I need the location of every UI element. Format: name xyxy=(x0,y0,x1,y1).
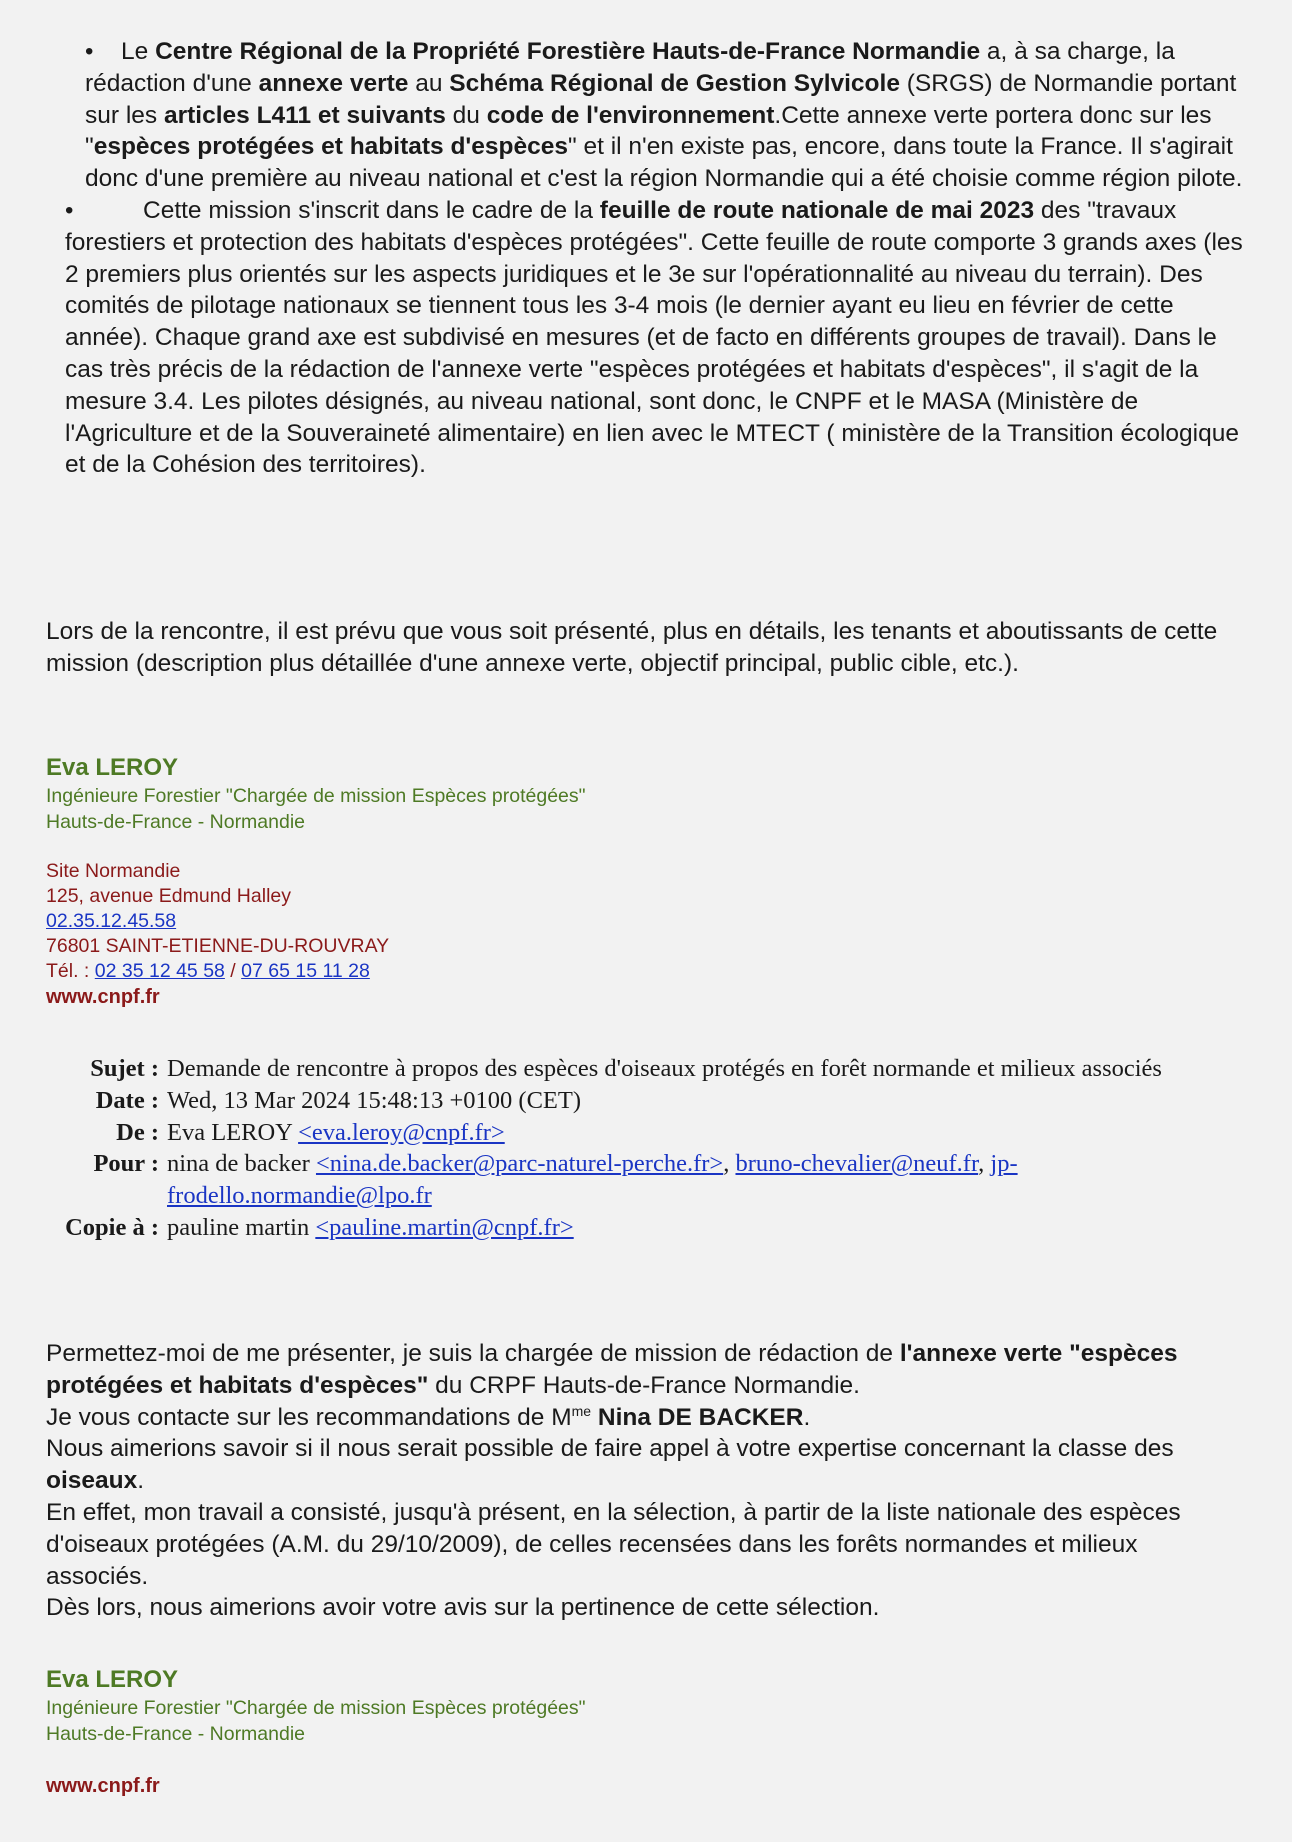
tel-link-2[interactable]: 07 65 15 11 28 xyxy=(241,960,370,982)
signature-name: Eva LEROY xyxy=(46,1666,179,1693)
signature-name: Eva LEROY xyxy=(46,754,179,781)
email-link[interactable]: bruno-chevalier@neuf.fr xyxy=(735,1150,979,1178)
header-to xyxy=(40,1148,1207,1212)
bullet-item-crpf xyxy=(85,36,1246,195)
header-label: Sujet : xyxy=(90,1055,159,1082)
signature-block-2 xyxy=(46,1665,586,1799)
email-headers xyxy=(40,1053,1207,1244)
signature-title: Ingénieure Forestier "Chargée de mission Espèces protégées" xyxy=(46,785,586,807)
header-value: pauline martin <pauline.martin@cnpf.fr> xyxy=(167,1213,574,1241)
message-line: Permettez-moi de me présenter, je suis la chargée de mission de rédaction de l'annexe verte "espèces protégées et habitats d'espèces" du CRPF Hauts-de-France Normandie. xyxy=(46,1340,1178,1399)
bullet-text: Cette mission s'inscrit dans le cadre de la feuille de route nationale de mai 2023 des "travaux forestiers et protection des habitats d'espèces protégées". Cette feuille de route comporte 3 grands axes (les 2 premiers plus orientés sur les aspects juridiques et le 3e sur l'opérationnalité au niveau du terrain). Des comités de pilotage nationaux se tiennent tous les 3-4 mois (le dernier ayant eu lieu en février de cette année). Chaque grand axe est subdivisé en mesures (et de facto en différents groupes de travail). Dans le cas très précis de la rédaction de l'annexe verte "espèces protégées et habitats d'espèces", il s'agit de la mesure 3.4. Les pilotes désignés, au niveau national, sont donc, le CNPF et le MASA (Ministère de l'Agriculture et de la Souveraineté alimentaire) en lien avec le MTECT ( ministère de la Transition écologique et de la Cohésion des territoires). xyxy=(65,196,1243,479)
signature-city: 76801 SAINT-ETIENNE-DU-ROUVRAY xyxy=(46,935,390,957)
header-value: Wed, 13 Mar 2024 15:48:13 +0100 (CET) xyxy=(167,1086,581,1114)
message-line: Nous aimerions savoir si il nous serait possible de faire appel à votre expertise concernant la classe des oiseaux. xyxy=(46,1435,1174,1495)
phone-link[interactable]: 02.35.12.45.58 xyxy=(46,910,177,932)
header-label: Date : xyxy=(95,1086,159,1114)
tel-link-1[interactable]: 02 35 12 45 58 xyxy=(94,960,225,982)
header-from xyxy=(40,1117,1207,1149)
signature-block xyxy=(46,753,586,1010)
header-cc xyxy=(40,1212,1207,1244)
signature-title: Ingénieure Forestier "Chargée de mission Espèces protégées" xyxy=(46,1697,586,1719)
website-link[interactable]: www.cnpf.fr xyxy=(46,986,160,1008)
rencontre-paragraph: Lors de la rencontre, il est prévu que vous soit présenté, plus en détails, les tenants et aboutissants de cette mission (description plus détaillée d'une annexe verte, objectif principal, public cible, etc.). xyxy=(46,618,1218,677)
website-link[interactable]: www.cnpf.fr xyxy=(46,1775,160,1797)
header-label: Pour : xyxy=(93,1150,159,1178)
email-link[interactable]: <pauline.martin@cnpf.fr> xyxy=(315,1213,574,1241)
message-line: En effet, mon travail a consisté, jusqu'à présent, en la sélection, à partir de la liste nationale des espèces d'oiseaux protégées (A.M. du 29/10/2009), de celles recensées dans les forêts normandes et milieux associés. xyxy=(46,1498,1181,1590)
bullet-item-feuille-de-route xyxy=(65,195,1246,481)
message-line: Dès lors, nous aimerions avoir votre avis sur la pertinence de cette sélection. xyxy=(46,1594,880,1622)
bullet-dot: • xyxy=(65,196,74,224)
message-body xyxy=(46,1338,1246,1624)
email-link[interactable]: <eva.leroy@cnpf.fr> xyxy=(298,1118,505,1146)
header-label: De : xyxy=(116,1118,159,1146)
signature-region: Hauts-de-France - Normandie xyxy=(46,1723,306,1745)
header-label: Copie à : xyxy=(65,1213,159,1241)
header-value: Eva LEROY <eva.leroy@cnpf.fr> xyxy=(167,1118,505,1146)
message-line: Je vous contacte sur les recommandations de $M^{me}$ Nina DE BACKER. xyxy=(46,1402,811,1431)
signature-region: Hauts-de-France - Normandie xyxy=(46,811,306,833)
signature-street: 125, avenue Edmund Halley xyxy=(46,885,291,907)
header-date xyxy=(40,1085,1207,1117)
signature-site: Site Normandie xyxy=(46,860,181,882)
header-value: Demande de rencontre à propos des espèces d'oiseaux protégés en forêt normande et milieux associés xyxy=(167,1055,1162,1082)
header-subject xyxy=(40,1053,1207,1085)
bullet-text: Le Centre Régional de la Propriété Forestière Hauts-de-France Normandie a, à sa charge, la rédaction d'une annexe verte au Schéma Régional de Gestion Sylvicole (SRGS) de Normandie portant sur les articles L411 et suivants du code de l'environnement.Cette annexe verte portera donc sur les "espèces protégées et habitats d'espèces" et il n'en existe pas, encore, dans toute la France. Il s'agirait donc d'une première au niveau national et c'est la région Normandie qui a été choisie comme région pilote. xyxy=(85,38,1243,193)
bullet-list xyxy=(46,36,1246,481)
email-link[interactable]: jp-frodello.normandie@lpo.fr xyxy=(167,1150,1018,1210)
signature-tel-line: Tél. : 02 35 12 45 58 / 07 65 15 11 28 xyxy=(46,960,370,982)
bullet-dot: • xyxy=(85,38,94,65)
header-value: nina de backer <nina.de.backer@parc-naturel-perche.fr>, bruno-chevalier@neuf.fr, jp-frodello.normandie@lpo.fr xyxy=(167,1150,1018,1210)
email-link[interactable]: <nina.de.backer@parc-naturel-perche.fr> xyxy=(315,1150,724,1178)
